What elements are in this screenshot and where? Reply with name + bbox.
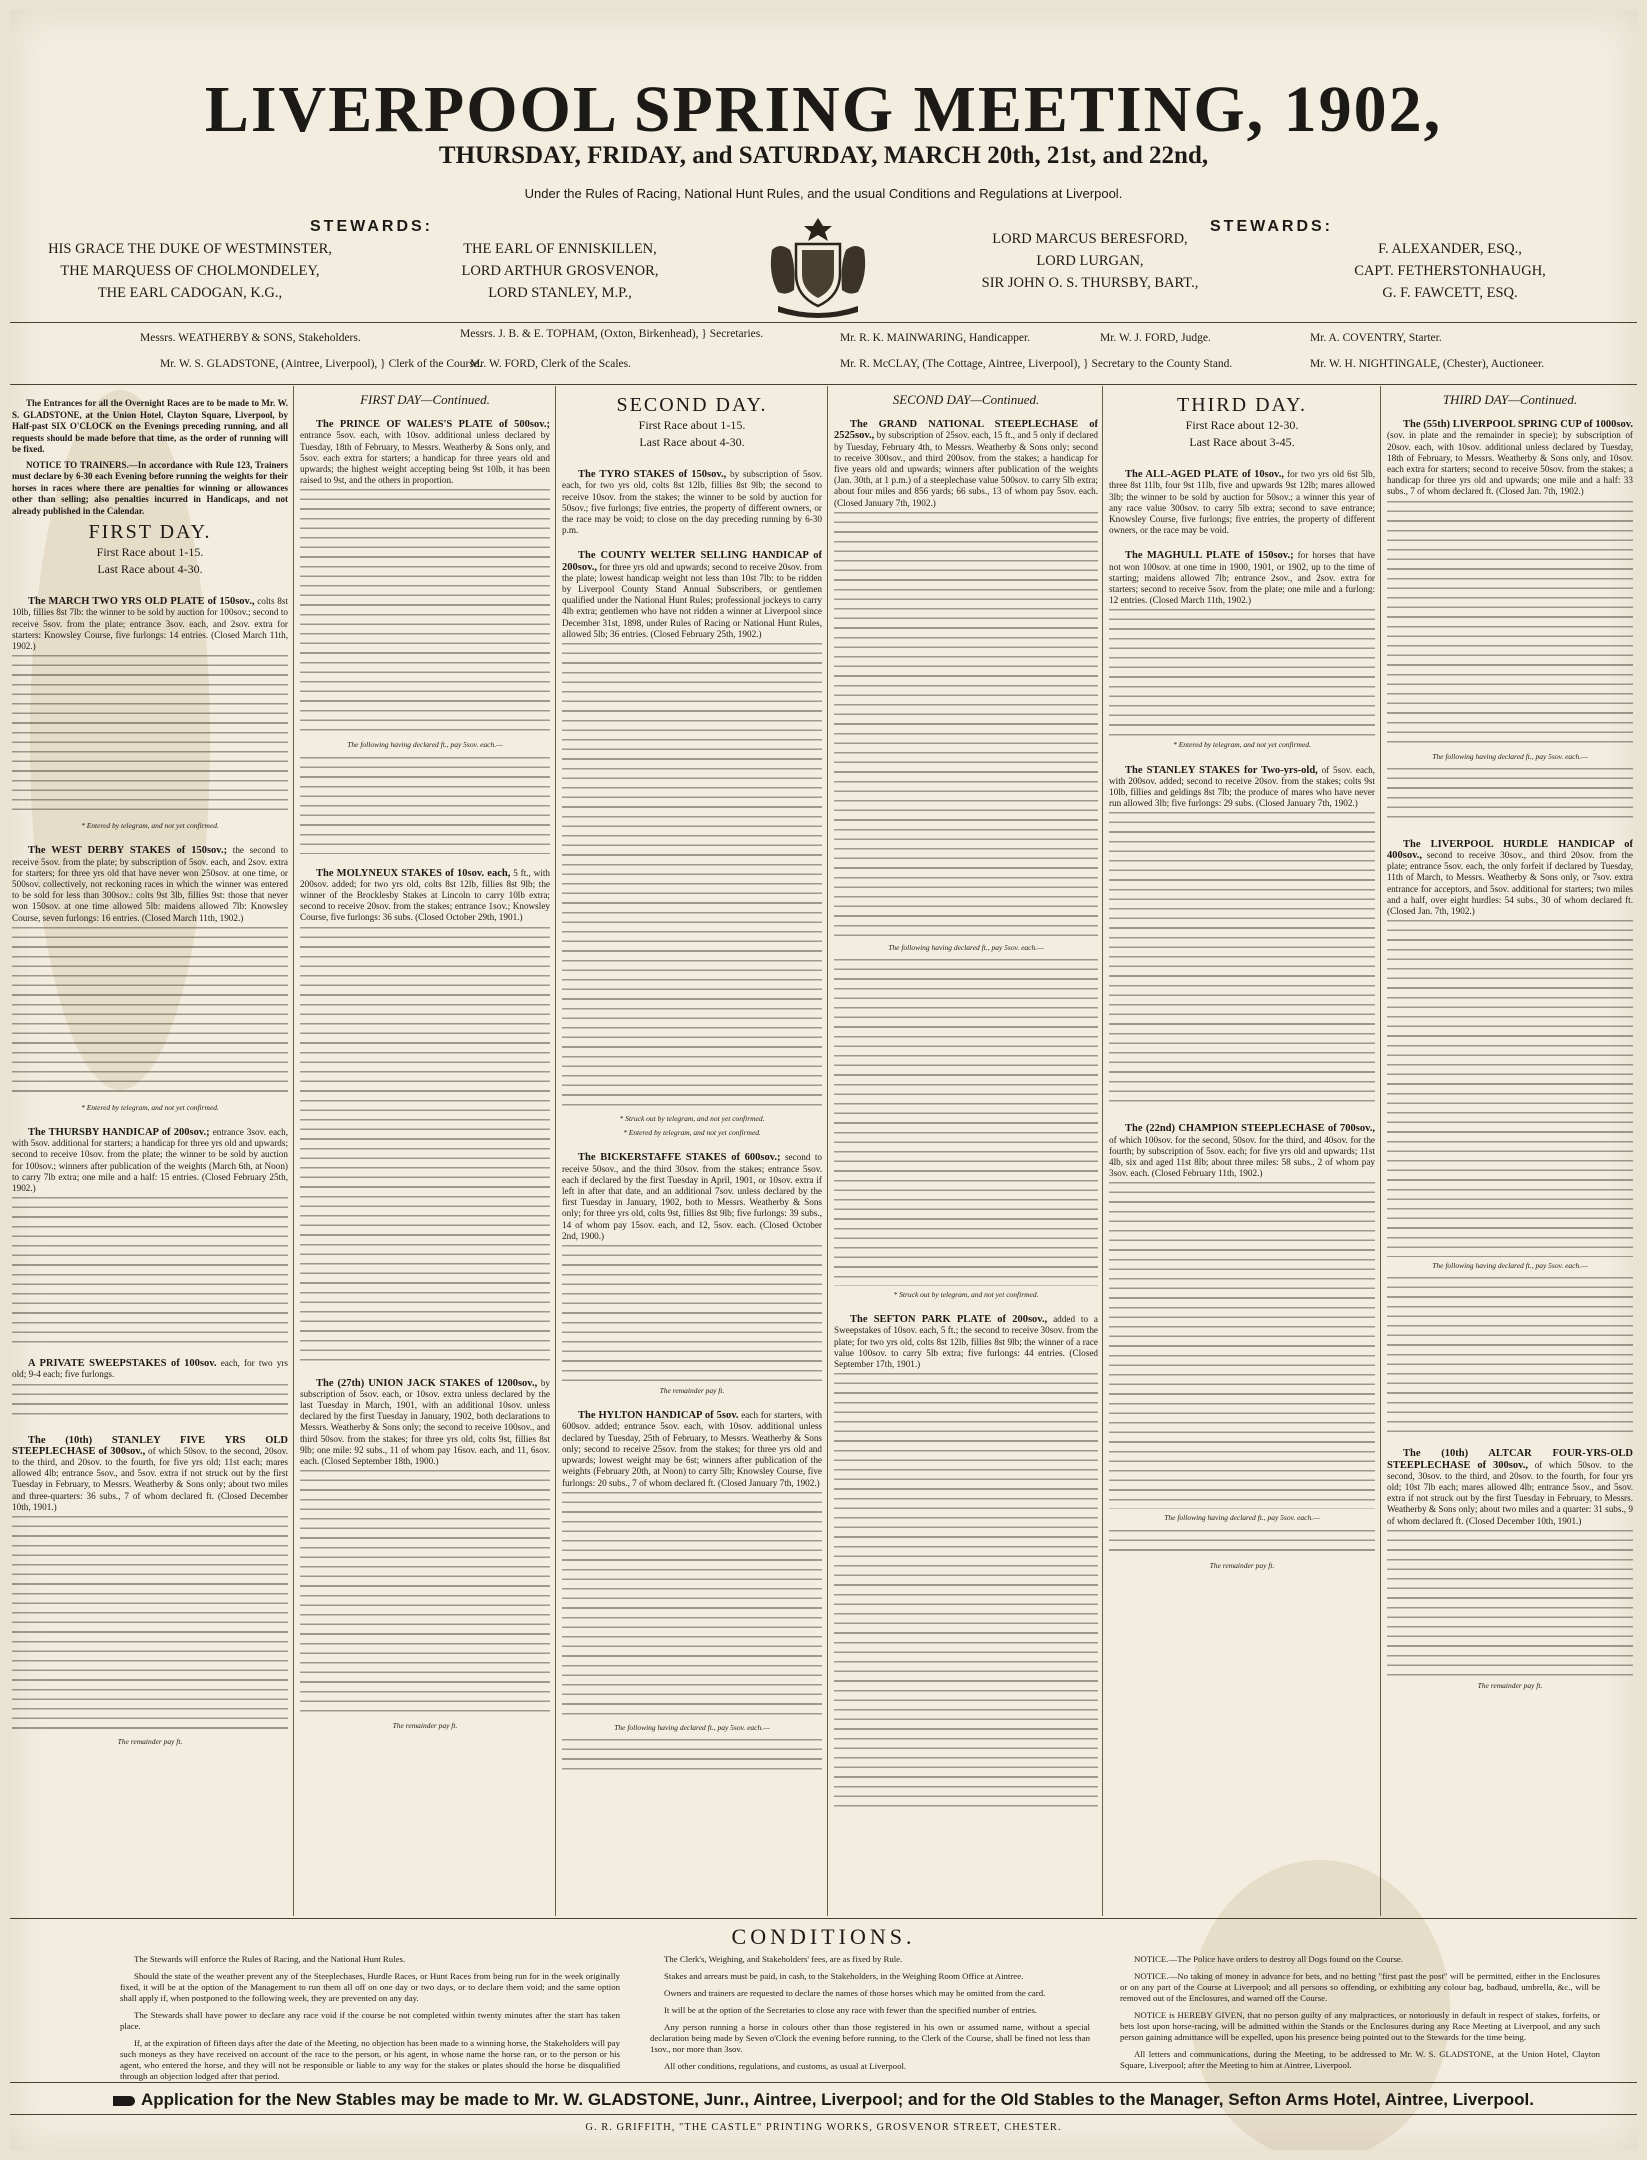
race-block: The SEFTON PARK PLATE of 200sov., added to a Sweepstakes of 10sov. each, 5 ft.; the second to receive 30sov. from the plate; for two yrs old, colts 8st 12lb, fillies 8st 9lb; the winner of a race value 100sov. to carry 5lb extra; five furlongs: 44 entries. (Closed September 17th, 1901.): [834, 1314, 1098, 1810]
conditions-left: The Stewards will enforce the Rules of Racing, and the National Hunt Rules. Should the state of the weather prevent any of the Steeplechases, Hurdle Races, or Hunt Races from being run for in the week originally fixed, it will be at the option of the Management to run them all off on one day or two days, or to declare them void; and the same option shall apply if, when postponed to the following week, they are prevented on any day. The Stewards shall have power to declare any race void if the course be not completed within twenty minutes after the start has taken place. If, at the expiration of fifteen days after the date of the Meeting, no objection has been made to a winning horse, the Stakeholders will pay such moneys as they have received on account of the race to the person, or his agent, in whose name the horse ran, or to the person or his agent, who entered the horse, and they will not be responsible or liable to any way for the stakes or plates should the horse be disqualified through an objection lodged after that period.: [120, 1954, 620, 2081]
race-block: The MOLYNEUX STAKES of 10sov. each, 5 ft., with 200sov. added; for two yrs old, colts 8st 12lb, fillies 8st 9lb; the winner of the Brocklesby Stakes at Lincoln to carry 10lb extra; second to receive 20sov. from the stakes; entrance 1sov.; Knowsley Course, five furlongs: 36 subs. (Closed October 29th, 1901.): [300, 868, 550, 1364]
divider: [10, 322, 1637, 323]
last-race-time: Last Race about 3-45.: [1189, 435, 1295, 450]
race-block: The ALL-AGED PLATE of 10sov., for two yrs old 6st 5lb, three 8st 11lb, four 9st 11lb, five and upwards 9st 12lb; mares allowed 3lb; the winner to be sold by auction for 50sov.; a winner this year of any race value 300sov. to carry 5lb extra; second to save entrance; Knowsley Course, five furlongs; five entries, the property of different owners, or the race may be void.: [1109, 469, 1375, 536]
pointing-hand-icon: [113, 2096, 135, 2106]
race-block: The TYRO STAKES of 150sov., by subscription of 5sov. each, for two yrs old, colts 8st 12lb, fillies 8st 9lb; the second to receive 10sov. from the stakes; the winner to be sold by auction for 50sov.; five furlongs; five entries, the property of different owners, or the race may be void; to close on the day preceding running by 6-30 p.m.: [562, 469, 822, 536]
race-block: A PRIVATE SWEEPSTAKES of 100sov. each, for two yrs old; 9-4 each; five furlongs.: [12, 1358, 288, 1420]
conditions-right: NOTICE.—The Police have orders to destroy all Dogs found on the Course. NOTICE.—No taking of money in advance for bets, and no betting "first past the post" will be permitted, either in the Enclosures or on any part of the Course at Liverpool; and all persons so offending, or exhibiting any colour bag, badbaud, umbrella, &c., will be removed out of the Enclosures, and warned off the Course. NOTICE is HEREBY GIVEN, that no person guilty of any malpractices, or notoriously in default in respect of stakes, forfeits, or bets lost upon horse-racing, will be admitted within the Stands or the Enclosures during any Race Meeting at Liverpool, and any such person gaining admittance will be expelled, upon his presence being pointed out to the Stewards for the time being. All letters and communications, during the Meeting, to be addressed to Mr. W. S. GLADSTONE, at the Union Hotel, Clayton Square, Liverpool; after the Meeting to him at Aintree, Liverpool.: [1120, 1954, 1600, 2070]
divider: [10, 2114, 1637, 2115]
race-block: The (27th) UNION JACK STAKES of 1200sov., by subscription of 5sov. each, or 10sov. extra unless declared by the last Tuesday in March, 1901, with an additional 10sov. unless declared by the first Tuesday in January, 1902, both declarations to Messrs. Weatherby & Sons only; the second to receive 100sov., and third 50sov. from the stakes; for three yrs old, colts 9st, fillies 8st 9lb; one mile: 92 subs., 11 of whom pay 16sov. each, and 11, 6sov. each. (Closed September 18th, 1900.) The remainder pay ft.: [300, 1377, 550, 1731]
race-block: The (10th) ALTCAR FOUR-YRS-OLD STEEPLECHASE of 300sov., of which 50sov. to the second, 30sov. to the third, and 20sov. to the fourth, for four yrs old; 10st 7lb each; mares allowed 4lb; entrance 5sov., and 5sov. extra if not struck out by the first Tuesday in February, to Messrs. Weatherby & Sons only; about two miles and a quarter: 31 subs., 9 of whom declared ft. (Closed December 10th, 1901.) The remainder pay ft.: [1387, 1448, 1633, 1690]
column-heading: THIRD DAY—Continued.: [1442, 392, 1578, 407]
coat-of-arms-icon: [758, 210, 878, 320]
stewards-col-4: F. ALEXANDER, ESQ., CAPT. FETHERSTONHAUGH, G. F. FAWCETT, ESQ.: [1354, 241, 1546, 301]
stewards-col-3: LORD MARCUS BERESFORD, LORD LURGAN, SIR JOHN O. S. THURSBY, BART.,: [981, 231, 1199, 291]
last-race-time: Last Race about 4-30.: [639, 435, 745, 450]
race-block: The MARCH TWO YRS OLD PLATE of 150sov., colts 8st 10lb, fillies 8st 7lb: the winner to be sold by auction for 100sov.; second to receive 5sov. from the plate; entrance 3sov. each, and 2sov. extra for starters: Knowsley Course, five furlongs: 14 entries. (Closed March 11th, 1902.) * Entered by telegram, and not yet confirmed.: [12, 596, 288, 831]
officials-bar: Messrs. WEATHERBY & SONS, Stakeholders. Mr. W. S. GLADSTONE, (Aintree, Liverpool), } Clerk of the Course. Messrs. J. B. & E. TOPHAM, (Oxton, Birkenhead), } Secretaries. Mr. W. FORD, Clerk of the Scales. Mr. R. K. MAINWARING, Handicapper. Mr. R. McCLAY, (The Cottage, Aintree, Liverpool), } Secretary to the County Stand. Mr. W. J. FORD, Judge. Mr. A. COVENTRY, Starter. Mr. W. H. NIGHTINGALE, (Chester), Auctioneer.: [140, 328, 1545, 370]
meeting-dates: THURSDAY, FRIDAY, and SATURDAY, MARCH 20th, 21st, and 22nd,: [438, 142, 1209, 169]
column-first-day: [12, 390, 288, 1920]
race-block: The WEST DERBY STAKES of 150sov.; the second to receive 5sov. from the plate; by subscription of 5sov. each, and 2sov. extra for starters; for three yrs old that have never won 250sov. at one time, or 500sov. collectively, not reckoning races in which the winner was entered to be sold for less than 300sov.: colts 9st 3lb, fillies 9st: those that never won 150sov. at one time allowed 5lb: maidens allowed 7lb: Knowsley Course, seven furlongs: 16 entries. (Closed March 11th, 1902.) * Entered by telegram, and not yet confirmed.: [12, 845, 288, 1112]
race-block: The LIVERPOOL HURDLE HANDICAP of 400sov., second to receive 30sov., and third 20sov. from the plate; entrance 5sov. each, the only forfeit if declared by Tuesday, 11th of March, to Messrs. Weatherby & Sons only, or 7sov. extra entrance for acceptors, and 5sov. additional for starters; two miles and a half, over eight hurdles: 54 subs., 30 of whom declared ft. (Closed Jan. 7th, 1902.) The following having declared ft., pay 5sov. each.—: [1387, 839, 1633, 1435]
race-block: The COUNTY WELTER SELLING HANDICAP of 200sov., for three yrs old and upwards; second to receive 20sov. from the plate; lowest handicap weight not less than 10st 7lb: to be ridden by Liverpool County Stand Annual Subscribers, or gentlemen qualified under the National Hunt Rules; professional jockeys to carry 4lb extra; gentlemen who have not ridden a winner at Liverpool since December 31st, 1898, under Rules of Racing or National Hunt Rules, allowed 5lb; 36 entries. (Closed February 25th, 1902.) * Struck out by telegram, and not yet confirmed. * Entered by telegram, and not yet confirmed.: [562, 550, 822, 1138]
race-block: The PRINCE OF WALES'S PLATE of 500sov.; entrance 5sov. each, with 10sov. additional unless declared by Tuesday, 18th of February, to Messrs. Weatherby & Sons only, and 5sov. each extra for starters; a handicap for three years old and upwards; the highest weight accepting being 9st 10lb, it has been raised to 9st, and the others in proportion. The following having declared ft., pay 5sov. each.—: [300, 419, 550, 853]
column-heading: SECOND DAY—Continued.: [892, 392, 1040, 407]
stewards-heading-right: STEWARDS:: [1210, 218, 1333, 235]
column-heading: FIRST DAY—Continued.: [360, 392, 490, 407]
column-third-day: [1109, 390, 1375, 1920]
day-heading-second: SECOND DAY.: [616, 394, 768, 416]
divider: [10, 2082, 1637, 2083]
stables-notice: Application for the New Stables may be made to Mr. W. GLADSTONE, Junr., Aintree, Liverpool; and for the Old Stables to the Manager, Sefton Arms Hotel, Aintree, Liverpool.: [10, 2090, 1637, 2110]
first-race-time: First Race about 12-30.: [1185, 418, 1299, 433]
stewards-col-2: THE EARL OF ENNISKILLEN, LORD ARTHUR GROSVENOR, LORD STANLEY, M.P.,: [461, 241, 659, 301]
column-second-day: [562, 390, 822, 1920]
race-block: The (10th) STANLEY FIVE YRS OLD STEEPLECHASE of 300sov., of which 50sov. to the second, 20sov. to the third, and 20sov. to the fourth, for five yrs old; 11st each; mares allowed 4lb; entrance 5sov., and 5sov. extra if not struck out by the first Tuesday in February, to Messrs. Weatherby & Sons only; about two miles and three-quarters: 36 subs., 7 of whom declared ft. (Closed December 10th, 1901.) The remainder pay ft.: [12, 1434, 288, 1747]
column-rule: [1102, 386, 1103, 1916]
first-race-time: First Race about 1-15.: [638, 418, 746, 433]
page-title: LIVERPOOL SPRING MEETING, 1902,: [204, 73, 1443, 146]
stewards-heading-left: STEWARDS:: [310, 218, 433, 235]
column-rule: [555, 386, 556, 1916]
divider: [10, 1918, 1637, 1919]
entrances-notice: The Entrances for all the Overnight Races are to be made to Mr. W. S. GLADSTONE, at the Union Hotel, Clayton Square, Liverpool, by Half-past SIX O'CLOCK on the Evenings preceding running, and all requests should be made before that time, as the order of running will be fixed.: [12, 398, 288, 454]
day-heading-first: FIRST DAY.: [88, 521, 212, 543]
conditions-middle: The Clerk's, Weighing, and Stakeholders' fees, are as fixed by Rule. Stakes and arrears must be paid, in cash, to the Stakeholders, in the Weighing Room Office at Aintree. Owners and trainers are requested to declare the names of those horses which may be omitted from the card. It will be at the option of the Secretaries to close any race with fewer than the specified number of entries. Any person running a horse in colours other than those registered in his own or assumed name, without a special declaration being made by Seven o'Clock the evening before running, to the Clerk of the Course, shall be fined not less than 1sov., nor more than 3sov. All other conditions, regulations, and customs, as usual at Liverpool.: [650, 1954, 1090, 2071]
trainers-notice: NOTICE TO TRAINERS.—In accordance with Rule 123, Trainers must declare by 6-30 each Evening before running the weights for their horses in races where there are penalties for winning or allowances other than selling; also penalties incurred in Handicaps, and not already published in the Calendar.: [12, 459, 288, 516]
column-rule: [827, 386, 828, 1916]
race-block: The HYLTON HANDICAP of 5sov. each for starters, with 600sov. added; entrance 5sov. each, with 10sov. additional unless declared by Tuesday, 25th of February, to Messrs. Weatherby & Sons only; second to receive 25sov. from the stakes; for three yrs old and upwards; lowest weight may be 6st; winners after publication of the weights (February 20th, at Noon) to carry 5lb; Knowsley Course, five furlongs: 20 subs., 7 of whom declared ft. (Closed January 7th, 1902.) The following having declared ft., pay 5sov. each.—: [562, 1410, 822, 1776]
race-block: The THURSBY HANDICAP of 200sov.; entrance 3sov. each, with 5sov. additional for starters; a handicap for three yrs old and upwards; second to receive 10sov. from the plate; the winner to be sold by auction for 100sov.; winners after publication of the weights (March 6th, at Noon) to carry 7lb extra; one mile and a half: 15 entries. (Closed February 25th, 1902.): [12, 1127, 288, 1344]
race-block: The (55th) LIVERPOOL SPRING CUP of 1000sov. (sov. in plate and the remainder in specie); by subscription of 20sov. each, with 10sov. additional unless declared by Tuesday, 18th of February, to Messrs. Weatherby & Sons only, and 10sov. each extra for starters; second to receive 50sov. from the stakes; a handicap for three yrs old and upwards; one mile and a half: 33 subs., 7 of whom declared ft. (Closed Jan. 7th, 1902.) The following having declared ft., pay 5sov. each.—: [1387, 419, 1633, 825]
column-third-day-continued: [1387, 390, 1633, 1920]
race-block: The STANLEY STAKES for Two-yrs-old, of 5sov. each, with 200sov. added; second to receive 20sov. from the stakes; colts 9st 10lb, fillies and geldings 8st 7lb; the produce of mares who have never run allowed 3lb; five furlongs: 29 subs. (Closed January 7th, 1902.): [1109, 765, 1375, 1110]
last-race-time: Last Race about 4-30.: [97, 562, 203, 577]
first-race-time: First Race about 1-15.: [96, 545, 204, 560]
column-rule: [1380, 386, 1381, 1916]
conditions-heading: CONDITIONS.: [731, 1924, 916, 1949]
column-rule: [293, 386, 294, 1916]
rules-line: Under the Rules of Racing, National Hunt Rules, and the usual Conditions and Regulations at Liverpool.: [524, 186, 1123, 201]
race-block: The MAGHULL PLATE of 150sov.; for horses that have not won 100sov. at one time in 1900, 1901, or 1902, up to the time of starting; maidens allowed 7lb; entrance 2sov., and 2sov. extra for starters; second to receive 5sov. from the plate; one mile and a furlong: 12 entries. (Closed March 11th, 1902.) * Entered by telegram, and not yet confirmed.: [1109, 550, 1375, 750]
race-block: The GRAND NATIONAL STEEPLECHASE of 2525sov., by subscription of 25sov. each, 15 ft., and 5 only if declared by Tuesday, February 4th, to Messrs. Weatherby & Sons only; second to receive 300sov., and third 200sov. from the stakes; a handicap for five years old and upwards; winners after publication of the weights (Jan. 30th, at 1 p.m.) of a steeplechase value 500sov. to carry 5lb extra; about four miles and 856 yards; 66 subs., 13 of whom pay 5sov. each. (Closed January 7th, 1902.) The following having declared ft., pay 5sov. each.— * Struck out by telegram, and not yet confirmed.: [834, 419, 1098, 1300]
divider: [10, 384, 1637, 385]
day-heading-third: THIRD DAY.: [1176, 394, 1308, 416]
stewards-col-1: HIS GRACE THE DUKE OF WESTMINSTER, THE MARQUESS OF CHOLMONDELEY, THE EARL CADOGAN, K.G.,: [48, 241, 332, 301]
column-second-day-continued: [834, 390, 1098, 1920]
column-first-day-continued: [300, 390, 550, 1920]
printer-imprint: G. R. GRIFFITH, "THE CASTLE" PRINTING WORKS, GROSVENOR STREET, CHESTER.: [585, 2122, 1062, 2133]
race-block: The (22nd) CHAMPION STEEPLECHASE of 700sov., of which 100sov. for the second, 50sov. for the third, and 40sov. for the fourth; by subscription of 5sov. each; for five yrs old and upwards; 11st 4lb, six and aged 11st 8lb; about three miles: 58 subs., 2 of whom pay 3sov. each. (Closed February 11th, 1902.) The following having declared ft., pay 5sov. each.— The remainder pay ft.: [1109, 1123, 1375, 1570]
race-block: The BICKERSTAFFE STAKES of 600sov.; second to receive 50sov., and the third 30sov. from the stakes; entrance 5sov. each if declared by the first Tuesday in April, 1901, or 10sov. extra if left in after that date, and an additional 7sov. unless declared by the first Tuesday in January, 1902, both to Messrs. Weatherby & Sons only; for three yrs old, colts 9st, fillies 8st 9lb; five furlongs: 39 subs., 14 of whom pay 15sov. each, and 12, 5sov. each. (Closed October 2nd, 1900.) The remainder pay ft.: [562, 1152, 822, 1396]
poster: [10, 10, 1637, 2150]
